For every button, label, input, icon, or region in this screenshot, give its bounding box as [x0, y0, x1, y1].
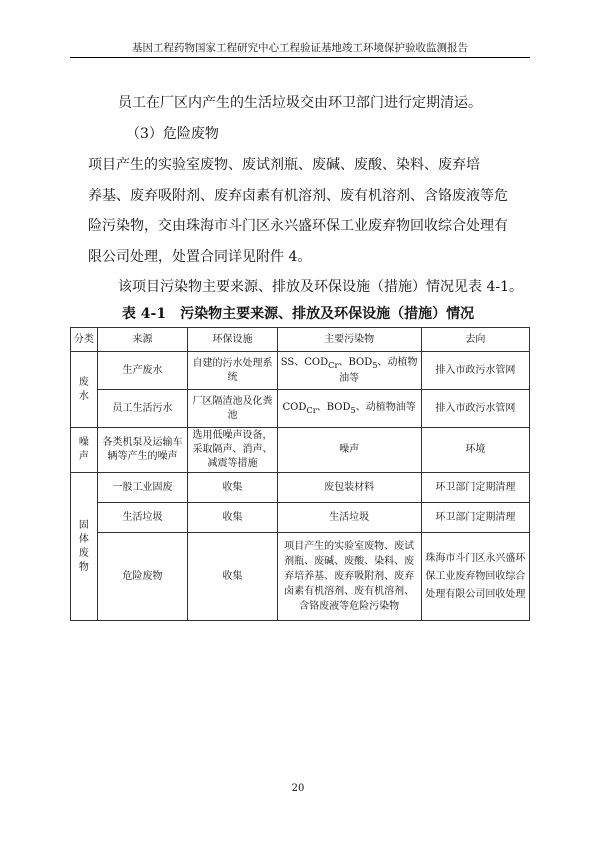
category-wastewater: 废 水	[71, 352, 98, 428]
cell-source: 一般工业固废	[97, 473, 188, 503]
cell-pollutant: $COD_{Cr}$、$BOD_5$、动植物油等	[277, 390, 421, 428]
cell-destination: 环卫部门定期清理	[421, 503, 529, 533]
cell-destination: 珠海市斗门区永兴盛环保工业废弃物回收综合处理有限公司回收处理	[421, 533, 529, 621]
cell-pollutant: 废包装材料	[277, 473, 421, 503]
cell-source: 各类机泵及运输车辆等产生的噪声	[97, 428, 188, 473]
cell-pollutant: SS、$COD_{Cr}$、$BOD_5$、动植物油等	[277, 352, 421, 390]
cell-destination: 排入市政污水管网	[421, 390, 529, 428]
header-source: 来源	[97, 328, 188, 352]
paragraph-hazardous-waste	[88, 150, 518, 272]
page-number: 20	[291, 783, 305, 794]
table-row	[71, 428, 530, 473]
paragraph-garbage: 员工在厂区内产生的生活垃圾交由环卫部门进行定期清运。	[118, 95, 482, 111]
cell-pollutant: 噪声	[277, 428, 421, 473]
cell-destination: 排入市政污水管网	[421, 352, 529, 390]
paragraph-table-ref: 该项目污染物主要来源、排放及环保设施（措施）情况见表 4-1。	[118, 279, 523, 295]
cell-source: 危险废物	[97, 533, 188, 621]
cell-facility: 收集	[188, 503, 277, 533]
category-noise: 噪 声	[71, 428, 98, 473]
cell-destination: 环卫部门定期清理	[421, 473, 529, 503]
table-row	[71, 503, 530, 533]
cell-facility: 收集	[188, 473, 277, 503]
table-header-row	[71, 328, 530, 352]
cell-destination: 环境	[421, 428, 529, 473]
table-row	[71, 533, 530, 621]
category-solid-waste: 固 体 废 物	[71, 473, 98, 621]
table-row	[71, 390, 530, 428]
table-caption: 表 4-1 污染物主要来源、排放及环保设施（措施）情况	[121, 306, 475, 322]
header-category: 分类	[71, 328, 98, 352]
cell-facility: 厂区隔渣池及化粪池	[188, 390, 277, 428]
section-hazardous-waste: （3）危险废物	[126, 126, 219, 142]
cell-pollutant: 项目产生的实验室废物、废试剂瓶、废碱、废酸、染料、废弃培养基、废弃吸附剂、废弃卤素有机溶剂、废有机溶剂、含铬废液等危险污染物	[277, 533, 421, 621]
cell-source: 生产废水	[97, 352, 188, 390]
cell-facility: 自建的污水处理系统	[188, 352, 277, 390]
header-destination: 去向	[421, 328, 529, 352]
pollution-table	[70, 327, 530, 621]
paragraph-line: 项目产生的实验室废物、废试剂瓶、废碱、废酸、染料、废弃培	[88, 157, 480, 173]
cell-source: 员工生活污水	[97, 390, 188, 428]
page-header: 基因工程药物国家工程研究中心工程验证基地竣工环境保护验收监测报告	[132, 42, 468, 54]
table-row	[71, 352, 530, 390]
paragraph-line: 险污染物，交由珠海市斗门区永兴盛环保工业废弃物回收综合处理有	[88, 218, 508, 234]
cell-facility: 选用低噪声设备，采取隔声、消声、减震等措施	[188, 428, 277, 473]
header-facility: 环保设施	[188, 328, 277, 352]
header-pollutant: 主要污染物	[277, 328, 421, 352]
paragraph-line: 养基、废弃吸附剂、废弃卤素有机溶剂、废有机溶剂、含铬废液等危	[88, 187, 508, 204]
cell-facility: 收集	[188, 533, 277, 621]
cell-pollutant: 生活垃圾	[277, 503, 421, 533]
paragraph-line: 限公司处理，处置合同详见附件 4。	[88, 248, 312, 265]
header-rule	[70, 57, 530, 58]
cell-source: 生活垃圾	[97, 503, 188, 533]
table-row	[71, 473, 530, 503]
